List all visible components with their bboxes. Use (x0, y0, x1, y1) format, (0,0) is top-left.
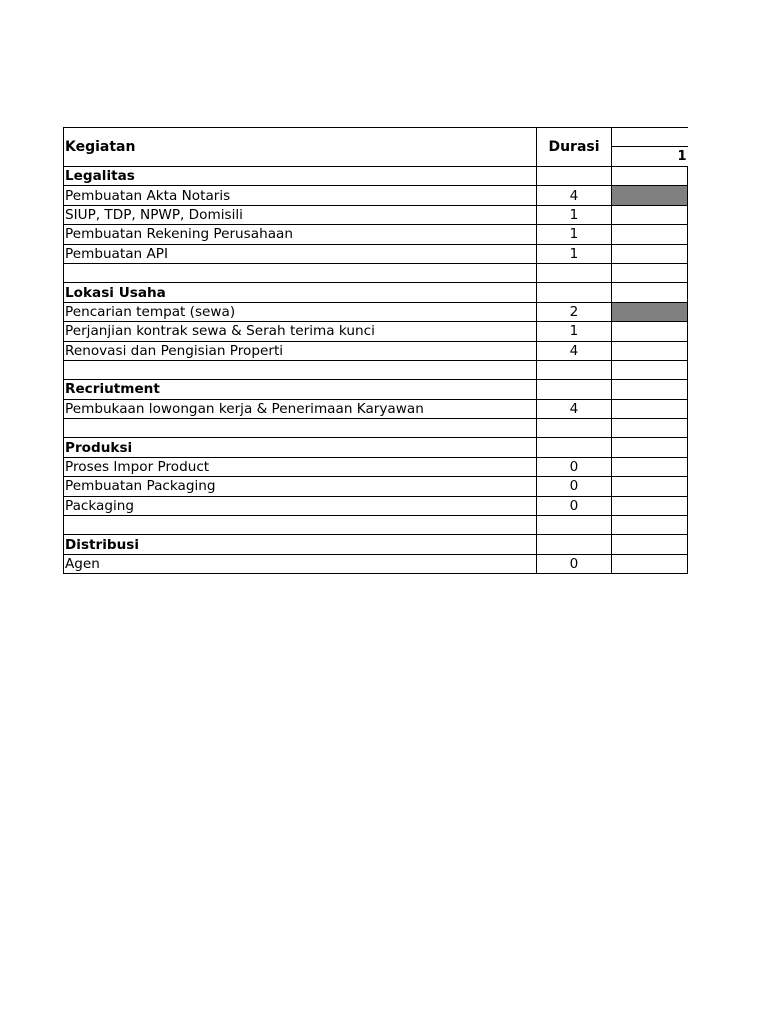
activity-cell[interactable]: Renovasi dan Pengisian Properti (64, 341, 537, 360)
durasi-cell[interactable] (537, 263, 612, 282)
table-row (64, 360, 688, 379)
table-row (64, 438, 688, 457)
durasi-cell[interactable]: 0 (537, 554, 612, 573)
durasi-cell[interactable] (537, 438, 612, 457)
empty-cell[interactable] (64, 419, 537, 438)
table-row (64, 205, 688, 224)
durasi-cell[interactable] (537, 360, 612, 379)
durasi-cell[interactable]: 1 (537, 205, 612, 224)
week-cell[interactable] (612, 535, 688, 554)
week-cell[interactable] (612, 380, 688, 399)
durasi-cell[interactable]: 4 (537, 341, 612, 360)
header-week-number: 1 (612, 146, 688, 165)
table-row (64, 419, 688, 438)
table-row (64, 225, 688, 244)
week-cell-filled[interactable] (612, 302, 688, 321)
table-row (64, 380, 688, 399)
week-cell[interactable] (612, 457, 688, 476)
table-row (64, 244, 688, 263)
week-cell[interactable] (612, 419, 688, 438)
activity-cell[interactable]: Pembuatan Rekening Perusahaan (64, 225, 537, 244)
activity-cell[interactable]: SIUP, TDP, NPWP, Domisili (64, 205, 537, 224)
section-heading[interactable]: Recriutment (64, 380, 537, 399)
week-cell[interactable] (612, 263, 688, 282)
durasi-cell[interactable] (537, 380, 612, 399)
durasi-cell[interactable] (537, 419, 612, 438)
activity-cell[interactable]: Pencarian tempat (sewa) (64, 302, 537, 321)
table-row (64, 496, 688, 515)
durasi-cell[interactable] (537, 535, 612, 554)
header-week[interactable] (612, 128, 688, 167)
week-cell[interactable] (612, 554, 688, 573)
table-row (64, 516, 688, 535)
week-cell[interactable] (612, 341, 688, 360)
week-cell[interactable] (612, 496, 688, 515)
durasi-cell[interactable]: 0 (537, 477, 612, 496)
activity-cell[interactable]: Perjanjian kontrak sewa & Serah terima kunci (64, 322, 537, 341)
durasi-cell[interactable]: 1 (537, 244, 612, 263)
activity-cell[interactable]: Pembuatan Packaging (64, 477, 537, 496)
durasi-cell[interactable]: 1 (537, 322, 612, 341)
activity-cell[interactable]: Agen (64, 554, 537, 573)
table-row (64, 477, 688, 496)
durasi-cell[interactable]: 2 (537, 302, 612, 321)
table-row (64, 399, 688, 418)
week-cell[interactable] (612, 438, 688, 457)
empty-cell[interactable] (64, 360, 537, 379)
activity-cell[interactable]: Packaging (64, 496, 537, 515)
durasi-cell[interactable] (537, 167, 612, 186)
week-cell[interactable] (612, 283, 688, 302)
week-cell[interactable] (612, 205, 688, 224)
table-row (64, 535, 688, 554)
activity-cell[interactable]: Pembukaan lowongan kerja & Penerimaan Karyawan (64, 399, 537, 418)
empty-cell[interactable] (64, 263, 537, 282)
durasi-cell[interactable]: 4 (537, 399, 612, 418)
table-row (64, 302, 688, 321)
week-cell[interactable] (612, 244, 688, 263)
schedule-table (63, 127, 688, 574)
activity-cell[interactable]: Proses Impor Product (64, 457, 537, 476)
activity-cell[interactable]: Pembuatan Akta Notaris (64, 186, 537, 205)
table-row (64, 263, 688, 282)
table-row (64, 322, 688, 341)
table-row (64, 167, 688, 186)
table-row (64, 554, 688, 573)
table-row (64, 341, 688, 360)
section-heading[interactable]: Produksi (64, 438, 537, 457)
durasi-cell[interactable]: 4 (537, 186, 612, 205)
header-row (64, 128, 688, 167)
header-durasi[interactable]: Durasi (537, 128, 612, 167)
section-heading[interactable]: Legalitas (64, 167, 537, 186)
table-row (64, 186, 688, 205)
durasi-cell[interactable]: 0 (537, 457, 612, 476)
section-heading[interactable]: Lokasi Usaha (64, 283, 537, 302)
table-row (64, 457, 688, 476)
week-cell[interactable] (612, 360, 688, 379)
durasi-cell[interactable]: 0 (537, 496, 612, 515)
schedule-sheet (63, 127, 688, 574)
empty-cell[interactable] (64, 516, 537, 535)
activity-cell[interactable]: Pembuatan API (64, 244, 537, 263)
week-cell[interactable] (612, 399, 688, 418)
week-cell-filled[interactable] (612, 186, 688, 205)
week-cell[interactable] (612, 225, 688, 244)
table-row (64, 283, 688, 302)
durasi-cell[interactable] (537, 283, 612, 302)
durasi-cell[interactable] (537, 516, 612, 535)
section-heading[interactable]: Distribusi (64, 535, 537, 554)
week-cell[interactable] (612, 322, 688, 341)
durasi-cell[interactable]: 1 (537, 225, 612, 244)
week-cell[interactable] (612, 516, 688, 535)
header-kegiatan[interactable]: Kegiatan (64, 128, 537, 167)
week-cell[interactable] (612, 477, 688, 496)
week-cell[interactable] (612, 167, 688, 186)
